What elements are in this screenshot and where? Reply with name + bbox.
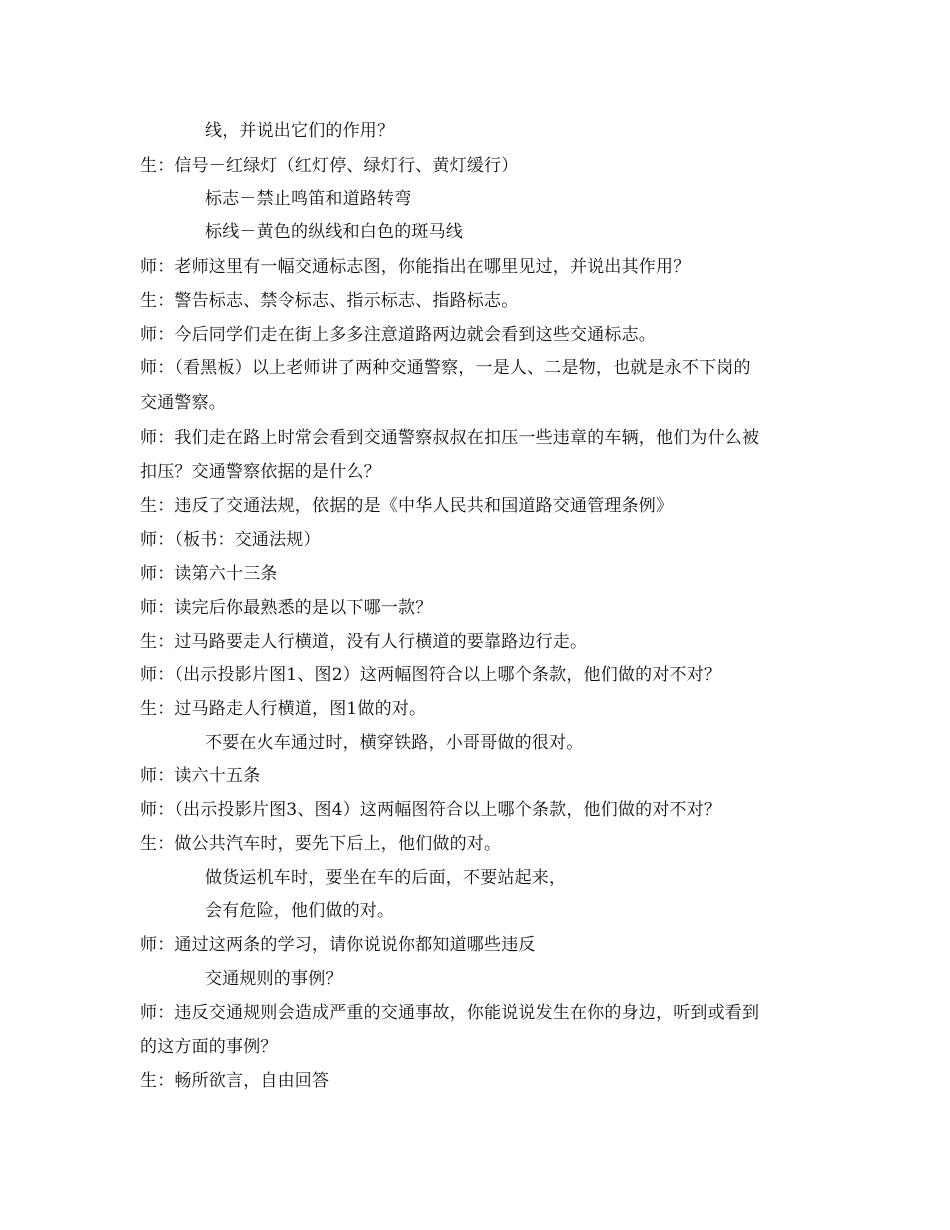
text-line: 师：通过这两条的学习，请你说说你都知道哪些违反 <box>140 935 536 955</box>
text-line: 生：做公共汽车时，要先下后上，他们做的对。 <box>140 834 502 854</box>
text-line: 不要在火车通过时，横穿铁路，小哥哥做的很对。 <box>205 733 584 753</box>
text-line: 生：违反了交通法规，依据的是《中华人民共和国道路交通管理条例》 <box>140 496 674 516</box>
text-line: 师：（看黑板）以上老师讲了两种交通警察，一是人、二是物，也就是永不下岗的 <box>140 358 751 378</box>
text-line: 扣压？交通警察依据的是什么？ <box>140 462 381 482</box>
text-line: 会有危险，他们做的对。 <box>205 901 395 921</box>
text-line: 标线－黄色的纵线和白色的斑马线 <box>205 222 463 242</box>
text-line: 做货运机车时，要坐在车的后面，不要站起来， <box>205 868 567 888</box>
text-line: 的这方面的事例？ <box>140 1037 278 1057</box>
text-line: 生：警告标志、禁令标志、指示标志、指路标志。 <box>140 291 519 311</box>
text-line: 师：读完后你最熟悉的是以下哪一款？ <box>140 598 433 618</box>
text-line: 生：过马路走人行横道，图1做的对。 <box>140 699 427 719</box>
text-line: 交通规则的事例？ <box>205 969 343 989</box>
text-line: 师：今后同学们走在街上多多注意道路两边就会看到这些交通标志。 <box>140 325 656 345</box>
text-line: 师：（出示投影片图3、图4）这两幅图符合以上哪个条款，他们做的对不对？ <box>140 800 722 820</box>
text-line: 生：信号－红绿灯（红灯停、绿灯行、黄灯缓行） <box>140 156 519 176</box>
text-line: 标志－禁止鸣笛和道路转弯 <box>205 189 412 209</box>
text-line: 师：（出示投影片图1、图2）这两幅图符合以上哪个条款，他们做的对不对？ <box>140 665 722 685</box>
text-line: 师：老师这里有一幅交通标志图，你能指出在哪里见过，并说出其作用？ <box>140 257 691 277</box>
text-line: 线，并说出它们的作用？ <box>205 121 395 141</box>
text-line: 生：畅所欲言，自由回答 <box>140 1071 330 1091</box>
text-line: 师：读第六十三条 <box>140 564 278 584</box>
text-line: 生：过马路要走人行横道，没有人行横道的要靠路边行走。 <box>140 632 588 652</box>
text-line: 师：读六十五条 <box>140 766 261 786</box>
text-line: 师：违反交通规则会造成严重的交通事故，你能说说发生在你的身边，听到或看到 <box>140 1003 760 1023</box>
text-line: 师：（板书：交通法规） <box>140 530 321 550</box>
text-line: 交通警察。 <box>140 393 226 413</box>
text-line: 师：我们走在路上时常会看到交通警察叔叔在扣压一些违章的车辆，他们为什么被 <box>140 428 760 448</box>
